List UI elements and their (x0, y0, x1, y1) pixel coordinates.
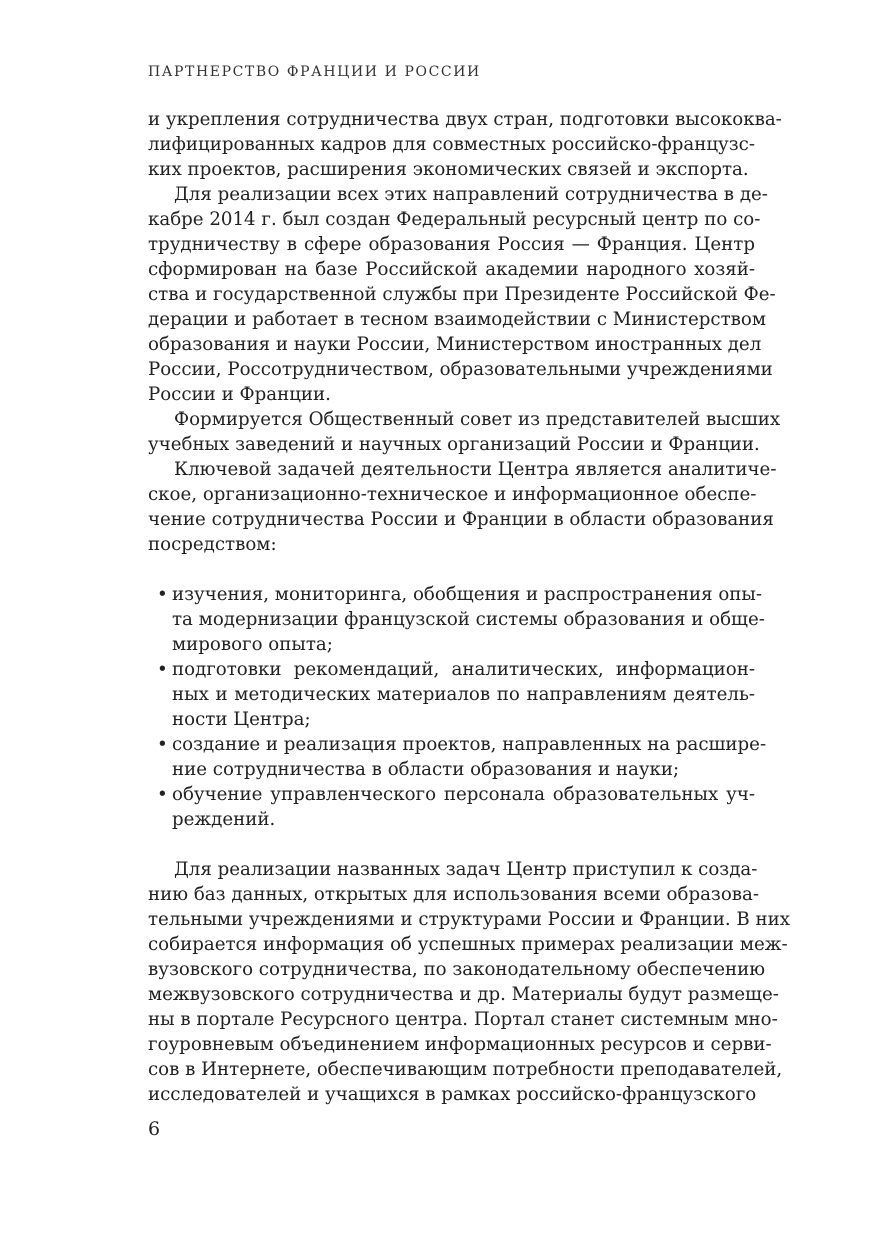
text-line: нию баз данных, открытых для использования всеми образова- (148, 884, 760, 905)
spacer (148, 557, 755, 582)
text-line: Формируется Общественный совет из представителей высших (174, 409, 781, 430)
text-line: обучение управленческого персонала образовательных уч- (172, 784, 755, 805)
text-line: вузовского сотрудничества, по законодательному обеспечению (148, 959, 766, 980)
text-line: лифицированных кадров для совместных российско-французс- (148, 134, 755, 155)
bullet-icon: • (157, 734, 168, 755)
list-item (148, 732, 767, 782)
text-line: ны в портале Ресурсного центра. Портал станет системным мно- (148, 1009, 778, 1030)
text-line: ства и государственной службы при Президенте Российской Фе- (148, 284, 776, 305)
text-line: посредством: (148, 534, 277, 555)
text-line: межвузовского сотрудничества и др. Материалы будут размеще- (148, 984, 779, 1005)
text-line: реждений. (172, 809, 276, 830)
bullet-icon: • (157, 584, 168, 605)
page-number: 6 (148, 1118, 161, 1140)
bullet-icon: • (157, 659, 168, 680)
paragraph (148, 107, 782, 182)
list-item (148, 657, 755, 732)
text-line: ние сотрудничества в области образования и науки; (172, 759, 680, 780)
text-line: образования и науки России, Министерством иностранных дел (148, 334, 762, 355)
paragraph (148, 407, 781, 457)
text-line: сов в Интернете, обеспечивающим потребности преподавателей, (148, 1059, 783, 1080)
body-text (148, 107, 791, 1107)
text-line: Для реализации названных задач Центр приступил к созда- (174, 859, 758, 880)
text-line: изучения, мониторинга, обобщения и распространения опы- (172, 584, 763, 605)
text-line: та модернизации французской системы образования и обще- (172, 609, 765, 630)
text-line: сформирован на базе Российской академии народного хозяй- (148, 259, 755, 280)
text-line: и укрепления сотрудничества двух стран, подготовки высококва- (148, 109, 782, 130)
text-line: тельными учреждениями и структурами России и Франции. В них (148, 909, 791, 930)
text-line: России, Россотрудничеством, образовательными учреждениями (148, 359, 773, 380)
spacer (148, 832, 755, 857)
text-line: Ключевой задачей деятельности Центра является аналитиче- (174, 459, 777, 480)
text-line: России и Франции. (148, 384, 331, 405)
text-line: учебных заведений и научных организаций России и Франции. (148, 434, 760, 455)
text-line: исследователей и учащихся в рамках российско-французского (148, 1084, 757, 1105)
paragraph (148, 182, 776, 407)
list-item (148, 582, 765, 657)
text-line: подготовки рекомендаций, аналитических, информацион- (172, 659, 755, 680)
bullet-list (148, 582, 767, 832)
bullet-icon: • (157, 784, 168, 805)
text-line: ких проектов, расширения экономических связей и экспорта. (148, 159, 749, 180)
list-item (148, 782, 755, 832)
paragraph (148, 457, 777, 557)
text-line: чение сотрудничества России и Франции в области образования (148, 509, 774, 530)
text-line: ных и методических материалов по направлениям деятель- (172, 684, 755, 705)
paragraph (148, 857, 791, 1107)
text-line: кабре 2014 г. был создан Федеральный ресурсный центр по со- (148, 209, 761, 230)
text-line: гоуровневым объединением информационных ресурсов и серви- (148, 1034, 772, 1055)
text-line: собирается информация об успешных примерах реализации меж- (148, 934, 788, 955)
running-title: ПАРТНЕРСТВО ФРАНЦИИ И РОССИИ (148, 64, 481, 80)
text-line: ности Центра; (172, 709, 311, 730)
text-line: дерации и работает в тесном взаимодействии с Министерством (148, 309, 767, 330)
text-line: ское, организационно-техническое и информационное обеспе- (148, 484, 757, 505)
text-line: создание и реализация проектов, направленных на расшире- (172, 734, 767, 755)
text-line: мирового опыта; (172, 634, 333, 655)
text-line: Для реализации всех этих направлений сотрудничества в де- (174, 184, 768, 205)
text-line: трудничеству в сфере образования Россия — Франция. Центр (148, 234, 755, 255)
